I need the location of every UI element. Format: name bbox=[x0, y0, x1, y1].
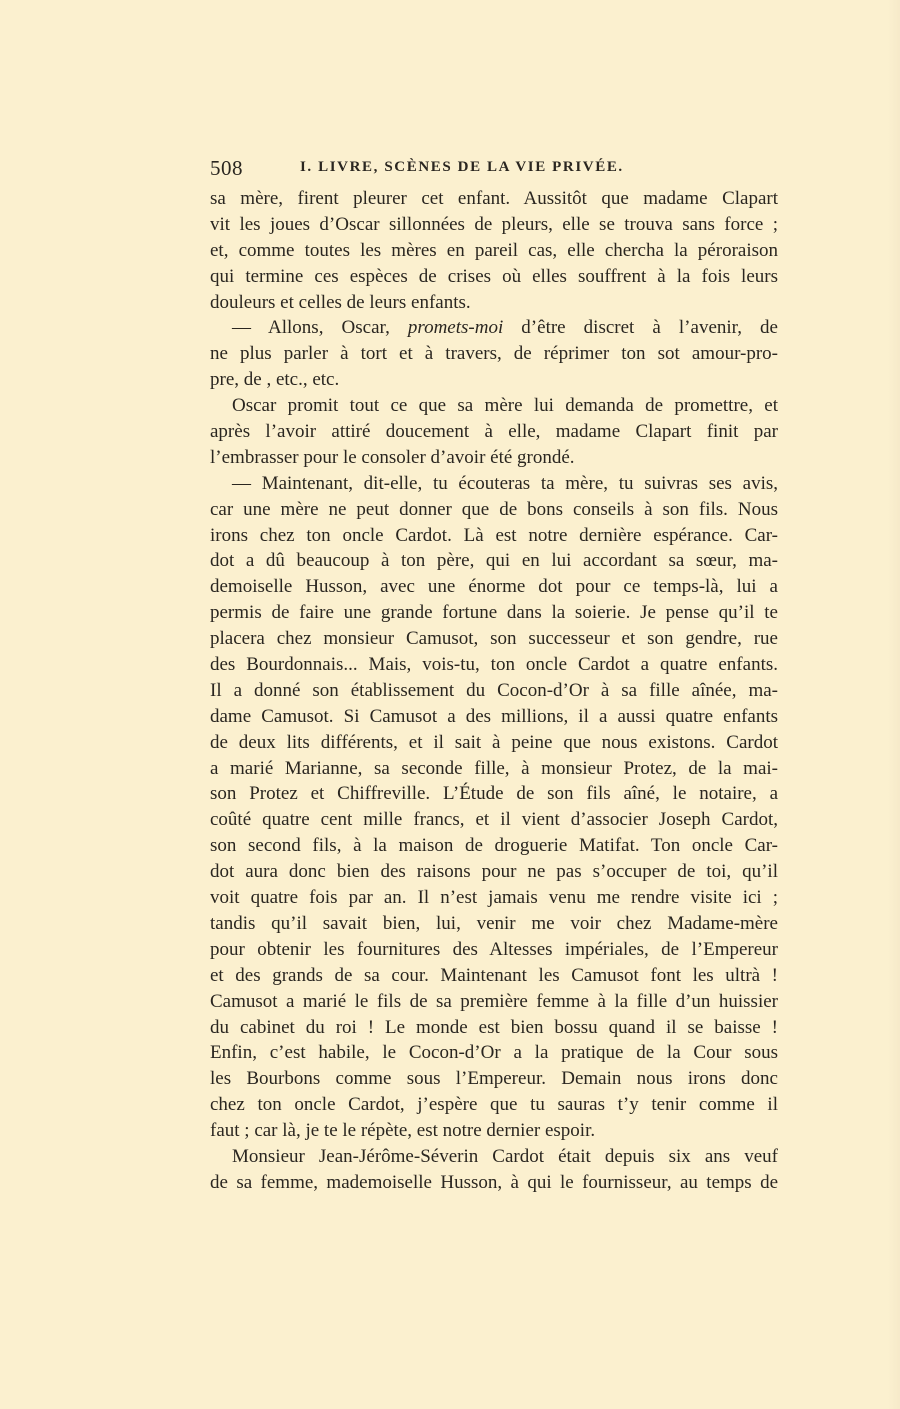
text-line: Il a donné son établissement du Cocon-d’Or à sa fille aînée, ma- bbox=[210, 679, 778, 701]
text-line: et, comme toutes les mères en pareil cas, elle chercha la péroraison bbox=[210, 239, 778, 261]
text-line: placera chez monsieur Camusot, son successeur et son gendre, rue bbox=[210, 628, 778, 650]
text-line: sa mère, firent pleurer cet enfant. Aussitôt que madame Clapart bbox=[210, 188, 778, 209]
text-line: chez ton oncle Cardot, j’espère que tu sauras t’y tenir comme il bbox=[210, 1094, 778, 1116]
text-line: son second fils, à la maison de droguerie Matifat. Ton oncle Car- bbox=[210, 835, 778, 857]
text-line: de deux lits différents, et il sait à peine que nous existons. Cardot bbox=[210, 731, 778, 753]
text-line: du cabinet du roi ! Le monde est bien bossu quand il se baisse ! bbox=[210, 1016, 778, 1038]
text-line: tandis qu’il savait bien, lui, venir me voir chez Madame-mère bbox=[210, 912, 778, 934]
text-line: coûté quatre cent mille francs, et il vient d’associer Joseph Cardot, bbox=[210, 809, 778, 831]
italic-emphasis: promets-moi bbox=[407, 317, 504, 339]
text-line: après l’avoir attiré doucement à elle, madame Clapart finit par bbox=[210, 421, 778, 443]
text-line: et des grands de sa cour. Maintenant les Camusot font les ultrà ! bbox=[210, 964, 778, 986]
text-line: vit les joues d’Oscar sillonnées de pleurs, elle se trouva sans force ; bbox=[210, 213, 778, 235]
text-line: pour obtenir les fournitures des Altesses impériales, de l’Empereur bbox=[210, 938, 778, 960]
text-line: — Allons, Oscar, promets-moi d’être discret à l’avenir, de bbox=[232, 317, 778, 339]
text-line: permis de faire une grande fortune dans la soierie. Je pense qu’il te bbox=[210, 602, 778, 624]
text-line: l’embrasser pour le consoler d’avoir été grondé. bbox=[210, 446, 575, 468]
text-line: dot a dû beaucoup à ton père, qui en lui accordant sa sœur, ma- bbox=[210, 550, 778, 572]
text-line: Enfin, c’est habile, le Cocon-d’Or a la pratique de la Cour sous bbox=[210, 1042, 778, 1064]
body-text bbox=[210, 186, 778, 1196]
text-line: douleurs et celles de leurs enfants. bbox=[210, 291, 471, 313]
page-edge bbox=[888, 0, 900, 1409]
text-line: — Maintenant, dit-elle, tu écouteras ta mère, tu suivras ses avis, bbox=[232, 472, 778, 494]
text-line: ne plus parler à tort et à travers, de réprimer ton sot amour-pro- bbox=[210, 343, 778, 365]
text-line: faut ; car là, je te le répète, est notre dernier espoir. bbox=[210, 1120, 596, 1142]
text-line: irons chez ton oncle Cardot. Là est notre dernière espérance. Car- bbox=[210, 524, 778, 546]
text-line: demoiselle Husson, avec une énorme dot pour ce temps-là, lui a bbox=[210, 576, 778, 598]
text-line: voit quatre fois par an. Il n’est jamais venu me rendre visite ici ; bbox=[210, 887, 778, 909]
text-line: des Bourdonnais... Mais, vois-tu, ton oncle Cardot a quatre enfants. bbox=[210, 654, 778, 676]
text-line: dot aura donc bien des raisons pour ne pas s’occuper de toi, qu’il bbox=[210, 861, 778, 883]
text-line: car une mère ne peut donner que de bons conseils à son fils. Nous bbox=[210, 498, 778, 520]
text-line: dame Camusot. Si Camusot a des millions, il a aussi quatre enfants bbox=[210, 705, 778, 727]
running-head: I. LIVRE, SCÈNES DE LA VIE PRIVÉE. bbox=[300, 159, 624, 175]
page-number: 508 bbox=[210, 156, 243, 180]
text-line: Oscar promit tout ce que sa mère lui demanda de promettre, et bbox=[232, 395, 778, 417]
text-line: son Protez et Chiffreville. L’Étude de son fils aîné, le notaire, a bbox=[210, 783, 778, 805]
text-line: de sa femme, mademoiselle Husson, à qui le fournisseur, au temps de bbox=[210, 1171, 778, 1193]
text-line: Monsieur Jean-Jérôme-Séverin Cardot était depuis six ans veuf bbox=[232, 1145, 778, 1167]
text-line: Camusot a marié le fils de sa première femme à la fille d’un huissier bbox=[210, 990, 778, 1012]
text-line: qui termine ces espèces de crises où elles souffrent à la fois leurs bbox=[210, 265, 778, 287]
text-line: les Bourbons comme sous l’Empereur. Demain nous irons donc bbox=[210, 1068, 778, 1090]
text-line: a marié Marianne, sa seconde fille, à monsieur Protez, de la mai- bbox=[210, 757, 778, 779]
text-line: pre, de , etc., etc. bbox=[210, 369, 340, 391]
page-header bbox=[210, 156, 780, 184]
